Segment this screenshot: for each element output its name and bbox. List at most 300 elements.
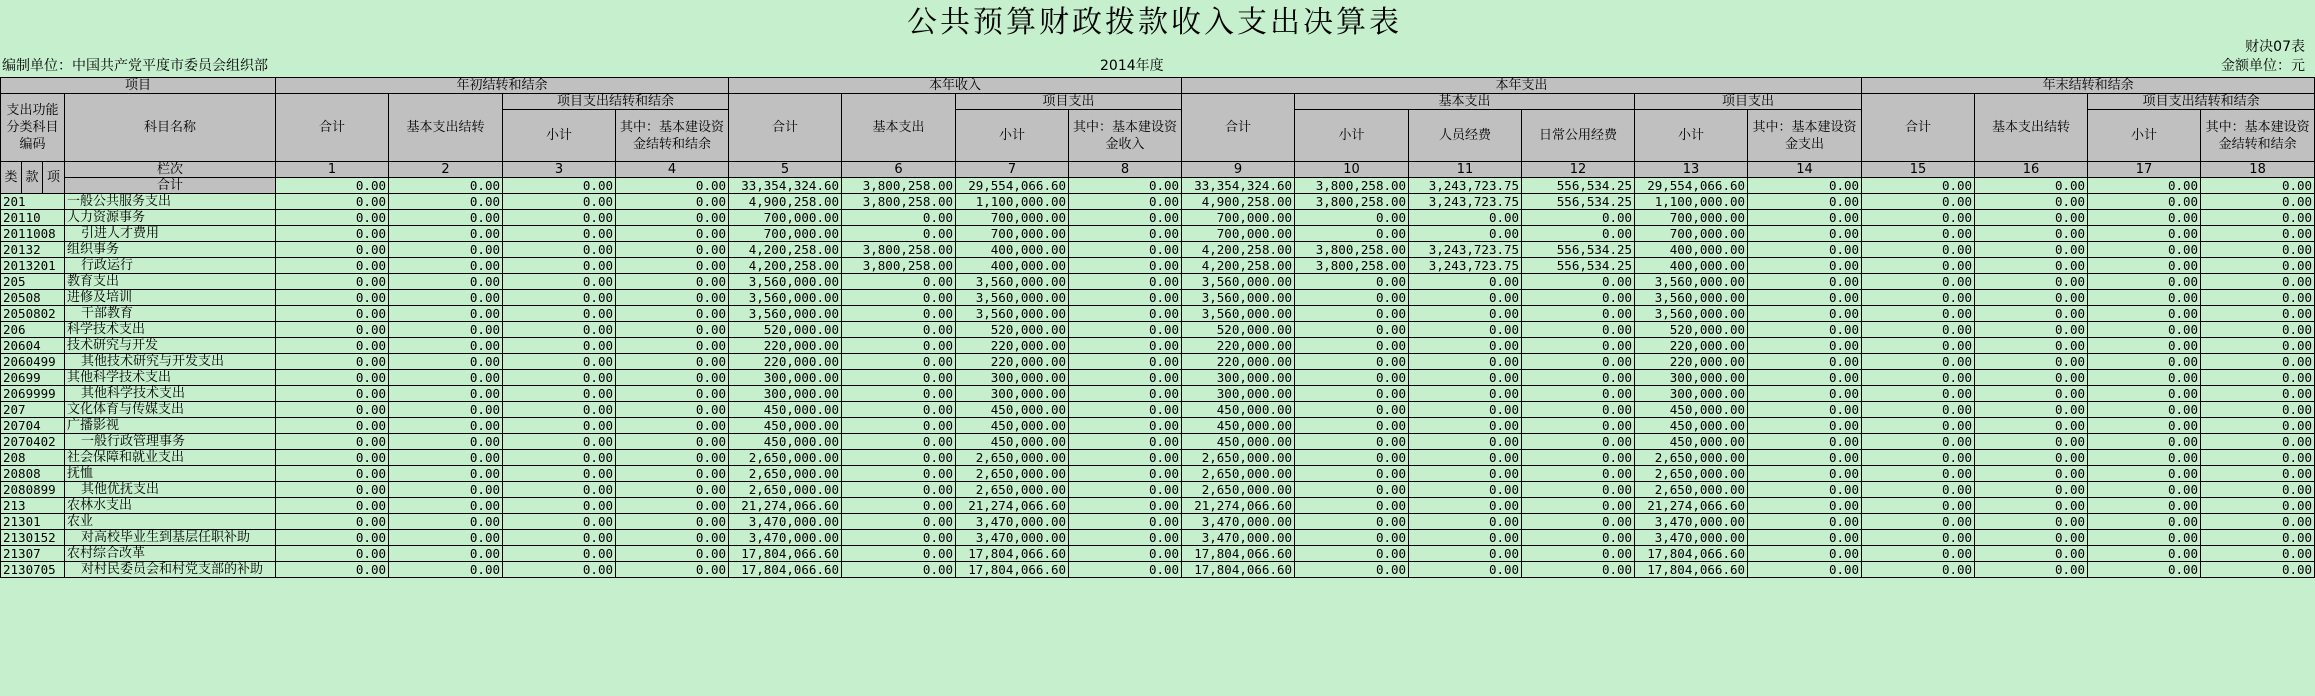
row-amount-cell: 0.00 [2201,290,2315,306]
row-amount-cell: 0.00 [389,562,503,578]
row-amount-cell: 0.00 [2088,354,2201,370]
row-amount-cell: 0.00 [1069,514,1182,530]
row-amount-cell: 0.00 [616,434,729,450]
row-amount-cell: 3,470,000.00 [729,530,842,546]
row-amount-cell: 0.00 [1295,274,1409,290]
row-amount-cell: 0.00 [503,210,616,226]
row-amount-cell: 0.00 [1748,546,1862,562]
row-amount-cell: 0.00 [276,450,389,466]
row-amount-cell: 0.00 [1862,450,1975,466]
row-amount-cell: 0.00 [1295,434,1409,450]
row-amount-cell: 300,000.00 [956,370,1069,386]
row-subject-name: 其他科学技术支出 [65,386,276,402]
row-amount-cell: 0.00 [2201,498,2315,514]
row-amount-cell: 0.00 [1522,546,1635,562]
row-amount-cell: 3,560,000.00 [1635,274,1748,290]
header-subtotal-17: 小计 [2088,110,2201,162]
row-amount-cell: 0.00 [842,338,956,354]
row-amount-cell: 0.00 [1069,354,1182,370]
header-lei: 类 [1,162,22,194]
row-amount-cell: 0.00 [616,226,729,242]
row-amount-cell: 0.00 [503,322,616,338]
row-amount-cell: 0.00 [2201,418,2315,434]
header-project-carry-1: 项目支出结转和结余 [503,94,729,110]
row-amount-cell: 556,534.25 [1522,194,1635,210]
row-amount-cell: 0.00 [1748,498,1862,514]
row-amount-cell: 17,804,066.60 [1635,562,1748,578]
row-code: 206 [1,322,65,338]
row-amount-cell: 0.00 [1975,498,2088,514]
row-amount-cell: 0.00 [1409,482,1522,498]
row-amount-cell: 0.00 [503,242,616,258]
table-row [1,514,2315,530]
row-amount-cell: 4,200,258.00 [1182,242,1295,258]
total-cell: 0.00 [503,178,616,194]
row-code: 21307 [1,546,65,562]
row-subject-name: 农林水支出 [65,498,276,514]
row-amount-cell: 0.00 [389,482,503,498]
row-amount-cell: 0.00 [616,370,729,386]
row-amount-cell: 0.00 [1975,434,2088,450]
row-amount-cell: 3,243,723.75 [1409,194,1522,210]
row-amount-cell: 0.00 [1295,562,1409,578]
row-amount-cell: 3,800,258.00 [1295,194,1409,210]
row-amount-cell: 0.00 [1862,370,1975,386]
table-row [1,242,2315,258]
row-amount-cell: 0.00 [503,306,616,322]
table-row [1,450,2315,466]
row-amount-cell: 0.00 [2088,434,2201,450]
row-amount-cell: 0.00 [503,498,616,514]
row-amount-cell: 0.00 [1748,402,1862,418]
row-amount-cell: 3,470,000.00 [729,514,842,530]
row-amount-cell: 0.00 [389,434,503,450]
row-amount-cell: 0.00 [1862,354,1975,370]
col-number: 3 [503,162,616,178]
row-amount-cell: 0.00 [1409,466,1522,482]
row-amount-cell: 0.00 [2088,370,2201,386]
row-amount-cell: 0.00 [1748,450,1862,466]
total-cell: 0.00 [616,178,729,194]
row-amount-cell: 0.00 [389,258,503,274]
row-subject-name: 科学技术支出 [65,322,276,338]
row-amount-cell: 0.00 [276,514,389,530]
row-amount-cell: 3,560,000.00 [1635,290,1748,306]
row-amount-cell: 520,000.00 [1635,322,1748,338]
total-cell: 0.00 [1748,178,1862,194]
row-amount-cell: 0.00 [2088,306,2201,322]
row-amount-cell: 0.00 [2201,242,2315,258]
row-amount-cell: 700,000.00 [1182,226,1295,242]
row-amount-cell: 0.00 [842,562,956,578]
budget-table [0,77,2315,578]
total-cell: 0.00 [1975,178,2088,194]
row-amount-cell: 0.00 [1975,226,2088,242]
row-amount-cell: 0.00 [1975,450,2088,466]
row-subject-name: 教育支出 [65,274,276,290]
row-amount-cell: 0.00 [276,418,389,434]
row-amount-cell: 0.00 [389,322,503,338]
row-subject-name: 抚恤 [65,466,276,482]
row-amount-cell: 0.00 [1409,418,1522,434]
row-amount-cell: 0.00 [276,290,389,306]
row-amount-cell: 3,560,000.00 [1182,274,1295,290]
row-amount-cell: 0.00 [276,546,389,562]
row-amount-cell: 0.00 [1295,546,1409,562]
row-amount-cell: 0.00 [389,274,503,290]
row-amount-cell: 0.00 [503,354,616,370]
row-amount-cell: 0.00 [1409,434,1522,450]
row-amount-cell: 300,000.00 [1182,370,1295,386]
row-amount-cell: 0.00 [1975,482,2088,498]
row-amount-cell: 0.00 [276,434,389,450]
row-subject-name: 一般行政管理事务 [65,434,276,450]
row-amount-cell: 450,000.00 [1635,418,1748,434]
row-amount-cell: 0.00 [1069,194,1182,210]
row-amount-cell: 300,000.00 [956,386,1069,402]
row-amount-cell: 0.00 [2201,434,2315,450]
row-amount-cell: 0.00 [1069,338,1182,354]
row-amount-cell: 0.00 [1748,322,1862,338]
row-amount-cell: 0.00 [1295,530,1409,546]
row-amount-cell: 220,000.00 [1182,354,1295,370]
header-kuan: 款 [22,162,43,194]
total-cell: 556,534.25 [1522,178,1635,194]
row-amount-cell: 0.00 [616,242,729,258]
header-income: 本年收入 [729,78,1182,94]
row-amount-cell: 0.00 [389,418,503,434]
row-amount-cell: 0.00 [1522,322,1635,338]
row-amount-cell: 3,470,000.00 [956,530,1069,546]
row-amount-cell: 17,804,066.60 [729,562,842,578]
row-amount-cell: 0.00 [616,194,729,210]
header-basic-carry-1: 基本支出结转 [389,94,503,162]
row-amount-cell: 17,804,066.60 [1182,546,1295,562]
row-amount-cell: 3,243,723.75 [1409,258,1522,274]
row-amount-cell: 0.00 [1522,274,1635,290]
row-amount-cell: 0.00 [1069,210,1182,226]
total-cell: 3,243,723.75 [1409,178,1522,194]
row-amount-cell: 0.00 [1522,338,1635,354]
row-amount-cell: 0.00 [503,386,616,402]
row-amount-cell: 556,534.25 [1522,242,1635,258]
row-subject-name: 文化体育与传媒支出 [65,402,276,418]
row-amount-cell: 0.00 [389,354,503,370]
row-amount-cell: 0.00 [389,402,503,418]
row-amount-cell: 21,274,066.60 [956,498,1069,514]
total-cell: 0.00 [389,178,503,194]
row-amount-cell: 0.00 [389,306,503,322]
row-amount-cell: 0.00 [1862,514,1975,530]
row-amount-cell: 0.00 [2201,386,2315,402]
row-amount-cell: 3,470,000.00 [1635,514,1748,530]
col-number: 8 [1069,162,1182,178]
row-amount-cell: 17,804,066.60 [1635,546,1748,562]
row-amount-cell: 0.00 [1069,482,1182,498]
row-amount-cell: 0.00 [616,258,729,274]
row-amount-cell: 400,000.00 [1635,258,1748,274]
row-amount-cell: 3,800,258.00 [842,242,956,258]
row-code: 20704 [1,418,65,434]
row-amount-cell: 700,000.00 [956,210,1069,226]
row-amount-cell: 0.00 [2201,514,2315,530]
row-amount-cell: 0.00 [1748,290,1862,306]
row-amount-cell: 0.00 [842,386,956,402]
row-amount-cell: 1,100,000.00 [1635,194,1748,210]
row-amount-cell: 0.00 [503,258,616,274]
row-amount-cell: 450,000.00 [729,434,842,450]
row-amount-cell: 0.00 [842,306,956,322]
table-row [1,562,2315,578]
row-amount-cell: 4,200,258.00 [729,242,842,258]
row-amount-cell: 2,650,000.00 [956,466,1069,482]
row-code: 205 [1,274,65,290]
row-amount-cell: 0.00 [1975,386,2088,402]
row-amount-cell: 0.00 [842,274,956,290]
row-subject-name: 其他科学技术支出 [65,370,276,386]
row-code: 2130705 [1,562,65,578]
row-subject-name: 其他优抚支出 [65,482,276,498]
header-construction-exp-14: 其中：基本建设资金支出 [1748,110,1862,162]
row-code: 208 [1,450,65,466]
row-amount-cell: 0.00 [1295,466,1409,482]
row-code: 2011008 [1,226,65,242]
table-row [1,434,2315,450]
row-amount-cell: 700,000.00 [1182,210,1295,226]
row-amount-cell: 0.00 [1522,402,1635,418]
table-row [1,498,2315,514]
row-amount-cell: 0.00 [1069,402,1182,418]
row-amount-cell: 0.00 [1862,290,1975,306]
row-amount-cell: 0.00 [616,482,729,498]
row-code: 2070402 [1,434,65,450]
row-amount-cell: 0.00 [2201,402,2315,418]
row-amount-cell: 0.00 [2201,226,2315,242]
row-amount-cell: 0.00 [2201,354,2315,370]
row-amount-cell: 2,650,000.00 [956,450,1069,466]
row-code: 20604 [1,338,65,354]
row-amount-cell: 0.00 [1975,290,2088,306]
col-number: 12 [1522,162,1635,178]
header-subtotal-3: 小计 [503,110,616,162]
table-row [1,210,2315,226]
row-amount-cell: 0.00 [1409,226,1522,242]
row-amount-cell: 0.00 [1522,370,1635,386]
row-amount-cell: 0.00 [842,210,956,226]
row-amount-cell: 0.00 [503,434,616,450]
col-number: 5 [729,162,842,178]
row-subject-name: 农业 [65,514,276,530]
row-amount-cell: 0.00 [616,514,729,530]
row-amount-cell: 0.00 [1748,306,1862,322]
row-amount-cell: 0.00 [276,226,389,242]
row-amount-cell: 0.00 [1295,306,1409,322]
row-amount-cell: 0.00 [1069,226,1182,242]
row-amount-cell: 0.00 [276,386,389,402]
row-amount-cell: 0.00 [842,482,956,498]
row-amount-cell: 0.00 [1069,546,1182,562]
row-amount-cell: 0.00 [1748,194,1862,210]
row-amount-cell: 0.00 [503,482,616,498]
row-subject-name: 广播影视 [65,418,276,434]
row-amount-cell: 0.00 [503,514,616,530]
row-amount-cell: 0.00 [276,274,389,290]
row-amount-cell: 0.00 [1975,194,2088,210]
row-amount-cell: 0.00 [1409,450,1522,466]
row-amount-cell: 0.00 [1975,514,2088,530]
row-amount-cell: 0.00 [1862,194,1975,210]
row-amount-cell: 0.00 [1862,530,1975,546]
header-public-exp-12: 日常公用经费 [1522,110,1635,162]
row-amount-cell: 0.00 [1522,434,1635,450]
row-amount-cell: 0.00 [1069,322,1182,338]
header-total-5: 合计 [729,94,842,162]
row-amount-cell: 300,000.00 [729,386,842,402]
row-amount-cell: 0.00 [276,530,389,546]
row-amount-cell: 0.00 [616,450,729,466]
col-number: 15 [1862,162,1975,178]
row-amount-cell: 0.00 [1748,210,1862,226]
row-amount-cell: 0.00 [842,290,956,306]
row-amount-cell: 0.00 [276,194,389,210]
row-amount-cell: 0.00 [2088,498,2201,514]
row-amount-cell: 0.00 [1295,418,1409,434]
row-amount-cell: 3,800,258.00 [842,258,956,274]
row-amount-cell: 400,000.00 [1635,242,1748,258]
row-amount-cell: 0.00 [2088,194,2201,210]
table-row [1,322,2315,338]
row-amount-cell: 556,534.25 [1522,258,1635,274]
table-row [1,338,2315,354]
row-amount-cell: 0.00 [503,370,616,386]
row-amount-cell: 0.00 [1748,370,1862,386]
row-amount-cell: 3,560,000.00 [729,306,842,322]
row-amount-cell: 450,000.00 [1635,402,1748,418]
row-amount-cell: 0.00 [1748,530,1862,546]
row-amount-cell: 0.00 [389,514,503,530]
row-amount-cell: 0.00 [2088,338,2201,354]
row-amount-cell: 0.00 [1069,466,1182,482]
header-expense: 本年支出 [1182,78,1862,94]
row-amount-cell: 0.00 [389,290,503,306]
row-amount-cell: 0.00 [1748,226,1862,242]
row-amount-cell: 0.00 [616,338,729,354]
row-amount-cell: 400,000.00 [956,258,1069,274]
row-amount-cell: 0.00 [1522,482,1635,498]
row-amount-cell: 0.00 [1862,482,1975,498]
row-subject-name: 对村民委员会和村党支部的补助 [65,562,276,578]
row-amount-cell: 3,470,000.00 [956,514,1069,530]
row-amount-cell: 700,000.00 [1635,226,1748,242]
col-number: 7 [956,162,1069,178]
row-amount-cell: 0.00 [1748,434,1862,450]
row-amount-cell: 3,560,000.00 [956,290,1069,306]
header-basic-exp-10: 基本支出 [1295,94,1635,110]
header-construction-income-8: 其中：基本建设资金收入 [1069,110,1182,162]
header-personnel-11: 人员经费 [1409,110,1522,162]
row-amount-cell: 3,560,000.00 [1182,290,1295,306]
row-amount-cell: 0.00 [1748,418,1862,434]
row-amount-cell: 0.00 [1975,562,2088,578]
row-subject-name: 对高校毕业生到基层任职补助 [65,530,276,546]
row-code: 21301 [1,514,65,530]
row-amount-cell: 2,650,000.00 [1635,466,1748,482]
row-amount-cell: 17,804,066.60 [1182,562,1295,578]
row-amount-cell: 0.00 [842,546,956,562]
row-amount-cell: 0.00 [1295,386,1409,402]
row-amount-cell: 0.00 [616,386,729,402]
row-amount-cell: 0.00 [1069,530,1182,546]
total-cell: 0.00 [2088,178,2201,194]
row-amount-cell: 0.00 [1522,514,1635,530]
row-amount-cell: 0.00 [276,322,389,338]
row-amount-cell: 0.00 [1975,530,2088,546]
row-amount-cell: 0.00 [1295,210,1409,226]
row-amount-cell: 0.00 [616,290,729,306]
row-amount-cell: 300,000.00 [1635,370,1748,386]
row-amount-cell: 0.00 [389,370,503,386]
col-number: 14 [1748,162,1862,178]
row-amount-cell: 0.00 [2088,482,2201,498]
row-amount-cell: 0.00 [1409,290,1522,306]
row-amount-cell: 0.00 [1862,546,1975,562]
table-row [1,354,2315,370]
row-amount-cell: 220,000.00 [956,354,1069,370]
header-xiang: 项 [43,162,65,194]
row-amount-cell: 1,100,000.00 [956,194,1069,210]
table-row [1,370,2315,386]
col-number: 17 [2088,162,2201,178]
row-amount-cell: 0.00 [2201,338,2315,354]
row-code: 20699 [1,370,65,386]
header-project-exp-7: 项目支出 [956,94,1182,110]
row-amount-cell: 3,560,000.00 [1635,306,1748,322]
row-amount-cell: 450,000.00 [1182,434,1295,450]
row-amount-cell: 0.00 [616,354,729,370]
row-amount-cell: 0.00 [503,466,616,482]
row-amount-cell: 0.00 [1522,290,1635,306]
row-amount-cell: 3,560,000.00 [729,290,842,306]
total-cell: 0.00 [1862,178,1975,194]
row-amount-cell: 4,900,258.00 [729,194,842,210]
total-cell: 29,554,066.60 [956,178,1069,194]
row-amount-cell: 3,560,000.00 [956,274,1069,290]
row-amount-cell: 3,800,258.00 [842,194,956,210]
row-code: 207 [1,402,65,418]
row-amount-cell: 0.00 [1295,370,1409,386]
col-number: 6 [842,162,956,178]
row-amount-cell: 0.00 [276,370,389,386]
row-amount-cell: 0.00 [1748,482,1862,498]
row-amount-cell: 0.00 [2201,450,2315,466]
row-amount-cell: 4,900,258.00 [1182,194,1295,210]
total-cell: 3,800,258.00 [842,178,956,194]
row-amount-cell: 0.00 [842,354,956,370]
table-row [1,530,2315,546]
total-cell: 29,554,066.60 [1635,178,1748,194]
row-amount-cell: 0.00 [1862,498,1975,514]
row-code: 20508 [1,290,65,306]
row-amount-cell: 300,000.00 [1635,386,1748,402]
row-amount-cell: 450,000.00 [956,402,1069,418]
row-amount-cell: 0.00 [2201,194,2315,210]
row-code: 20110 [1,210,65,226]
row-amount-cell: 0.00 [1522,466,1635,482]
row-amount-cell: 0.00 [1862,210,1975,226]
col-number: 1 [276,162,389,178]
row-code: 201 [1,194,65,210]
row-amount-cell: 0.00 [2201,274,2315,290]
